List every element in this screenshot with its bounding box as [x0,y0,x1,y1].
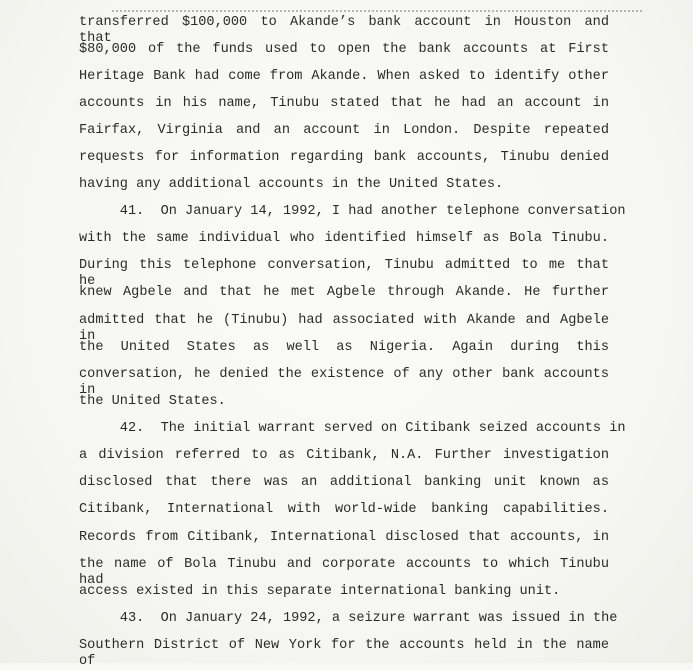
text-line: the name of Bola Tinubu and corporate accounts to which Tinubu had [79,557,609,588]
text-line: the United States as well as Nigeria. Again during this [79,340,609,355]
text-line: a division referred to as Citibank, N.A. Further investigation [79,448,609,463]
text-line: with the same individual who identified himself as Bola Tinubu. [79,231,609,246]
text-line: transferred $100,000 to Akande’s bank account in Houston and that [79,15,609,46]
text-line: the United States. [79,394,226,409]
text-line: accounts in his name, Tinubu stated that he had an account in [79,96,609,111]
paragraph-41-first-line: 41. On January 14, 1992, I had another telephone conversation [79,204,626,219]
text-line: requests for information regarding bank accounts, Tinubu denied [79,150,609,165]
text-line: having any additional accounts in the United States. [79,177,504,192]
text-line: admitted that he (Tinubu) had associated with Akande and Agbele in [79,313,609,344]
text-line: Heritage Bank had come from Akande. When asked to identify other [79,69,609,84]
paragraph-42-first-line: 42. The initial warrant served on Citibank seized accounts in [79,421,626,436]
text-line: access existed in this separate international banking unit. [79,584,561,599]
text-line: During this telephone conversation, Tinubu admitted to me that he [79,258,609,289]
text-line: Fairfax, Virginia and an account in London. Despite repeated [79,123,609,138]
text-line: disclosed that there was an additional banking unit known as [79,475,609,490]
paragraph-43-first-line: 43. On January 24, 1992, a seizure warrant was issued in the [79,611,618,626]
text-line: $80,000 of the funds used to open the bank accounts at First [79,42,609,57]
text-line: Southern District of New York for the accounts held in the name of [79,638,609,669]
text-line: Citibank, International with world-wide banking capabilities. [79,502,609,517]
text-line: knew Agbele and that he met Agbele through Akande. He further [79,285,609,300]
text-line: conversation, he denied the existence of any other bank accounts in [79,367,609,398]
text-line: Records from Citibank, International disclosed that accounts, in [79,530,609,545]
